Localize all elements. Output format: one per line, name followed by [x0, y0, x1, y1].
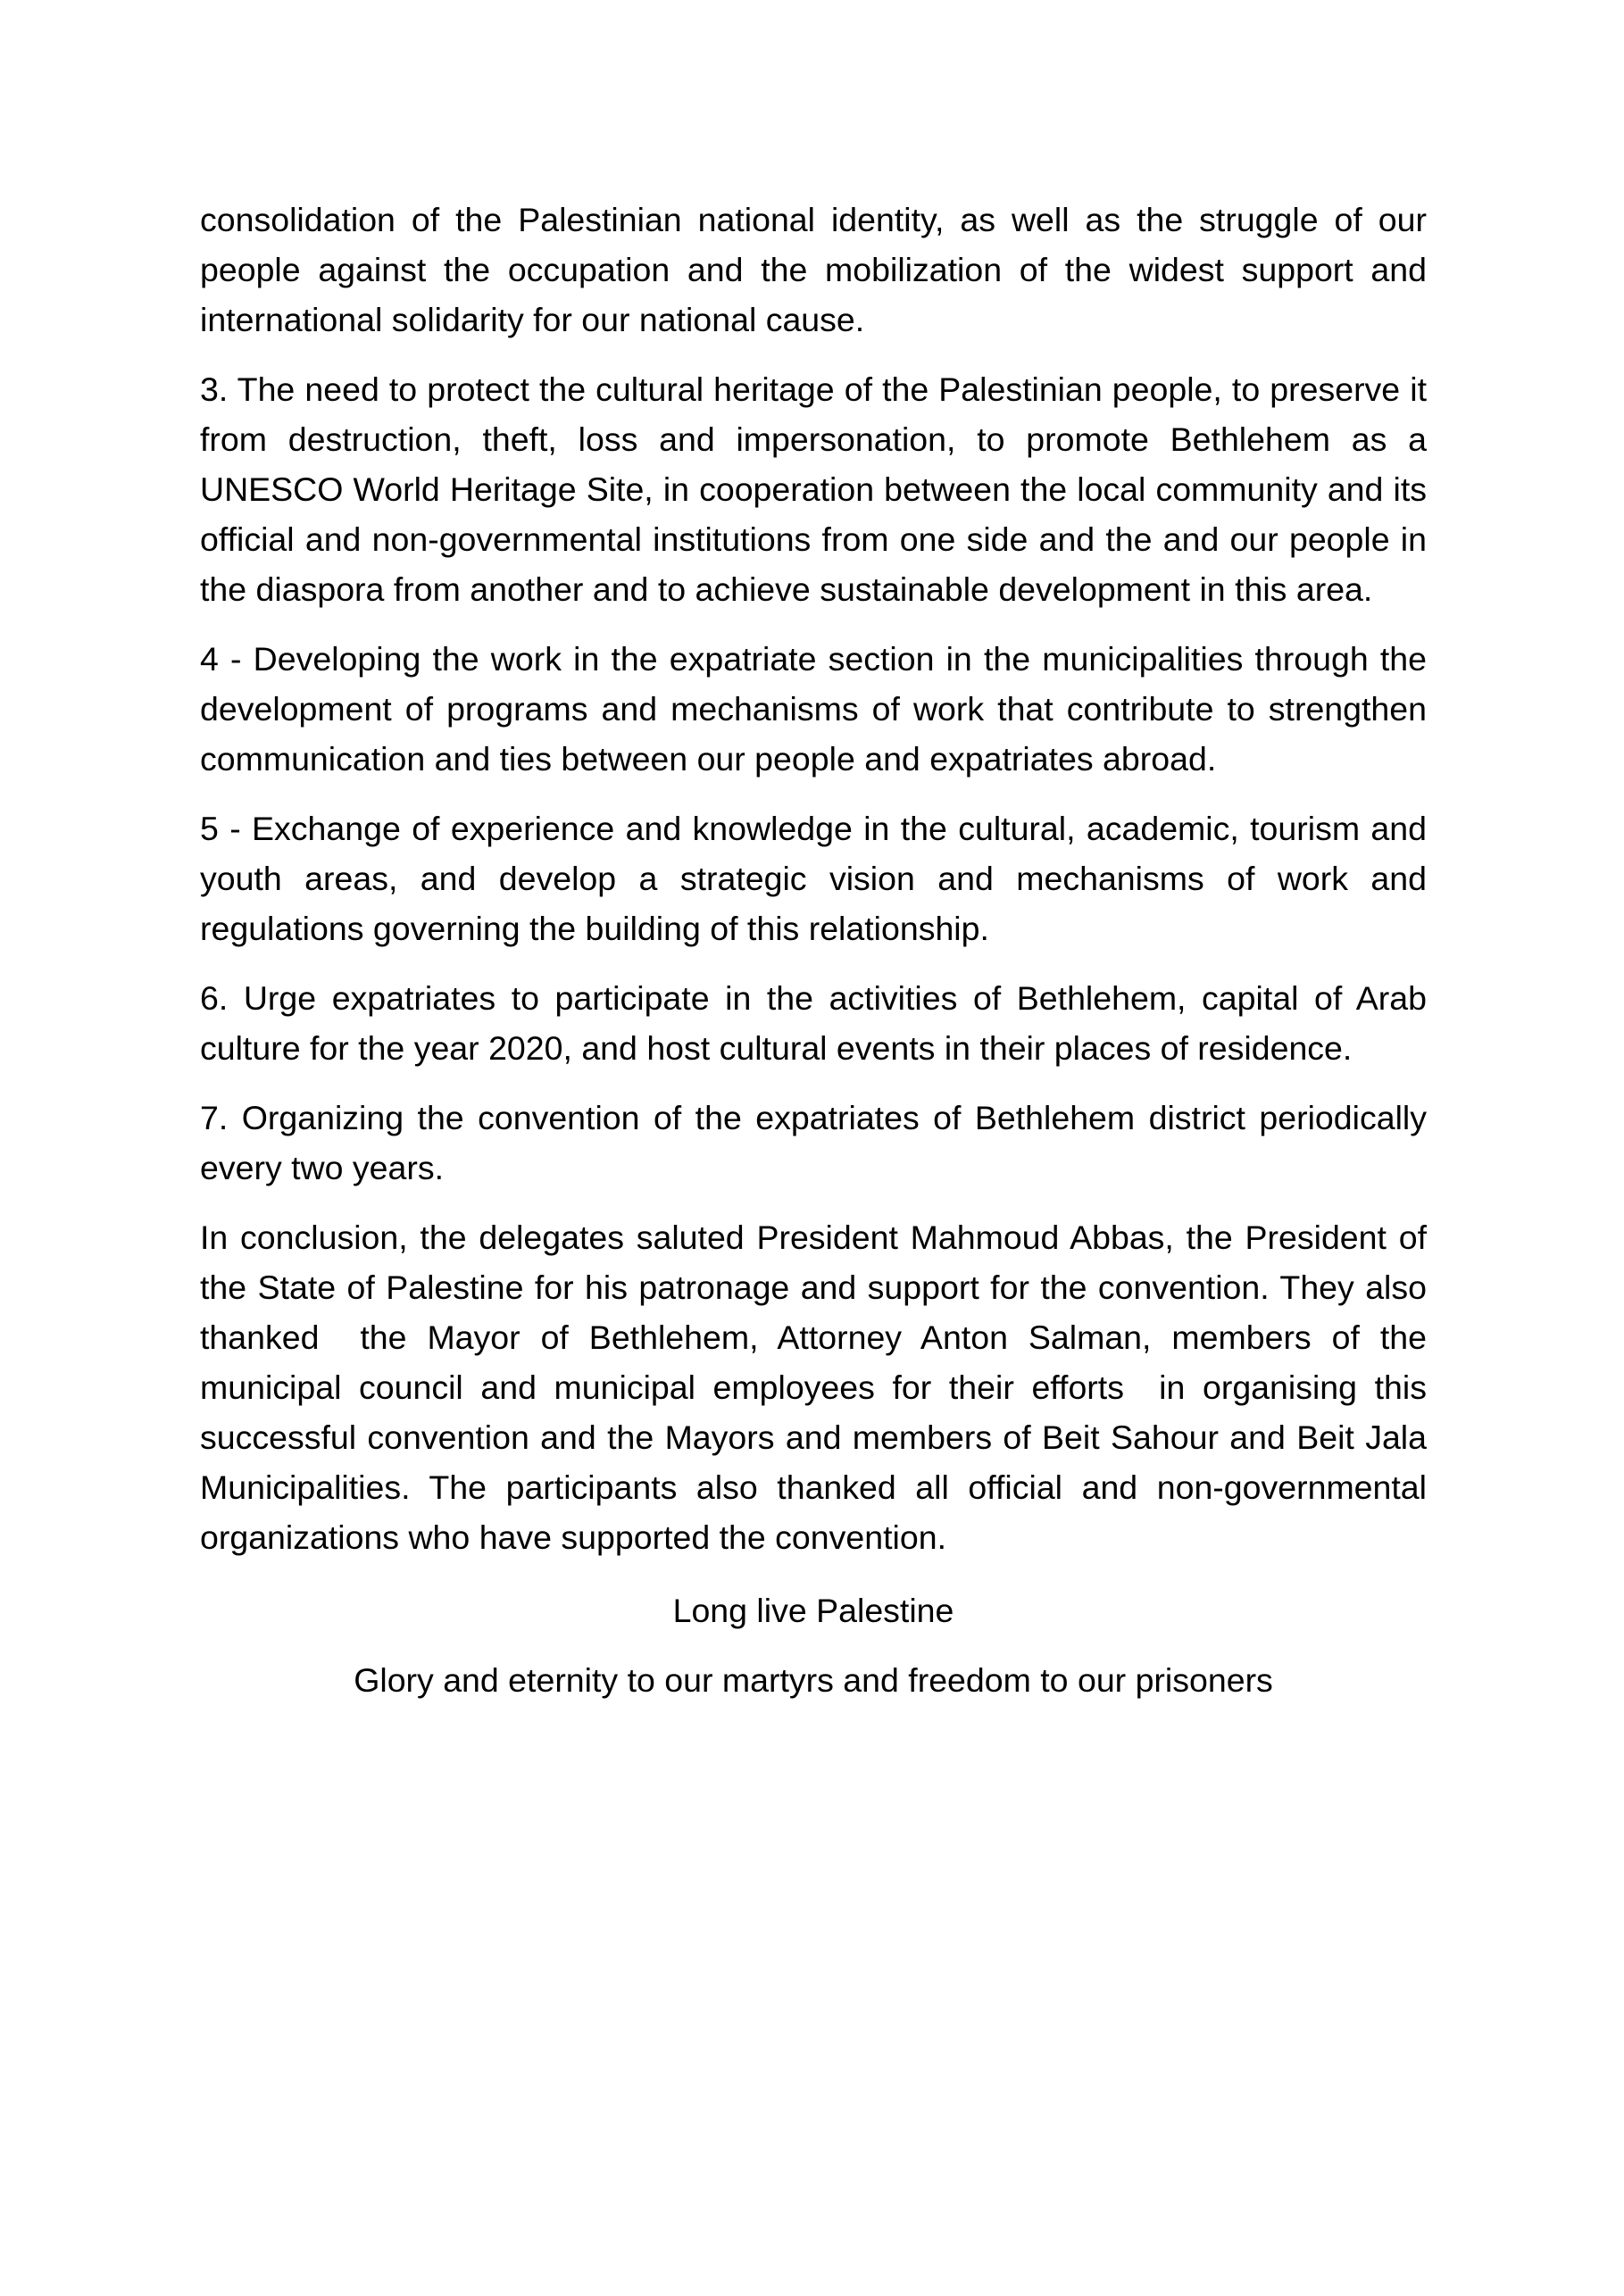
paragraph-item-4: 4 - Developing the work in the expatriate section in the municipalities through the development of programs and mechanisms of work that contribute to strengthen communication and ties between our people and expatriates abroad. — [200, 640, 1437, 778]
paragraph-item-7: 7. Organizing the convention of the expatriates of Bethlehem district periodically every two years. — [200, 1099, 1437, 1186]
closing-block — [200, 1585, 1427, 1705]
paragraph-item-5: 5 - Exchange of experience and knowledge in the cultural, academic, tourism and youth areas, and develop a strategic vision and mechanisms of work and regulations governing the building of this relationship. — [200, 810, 1437, 947]
closing-line-glory-and-eternity: Glory and eternity to our martyrs and freedom to our prisoners — [354, 1661, 1273, 1699]
paragraph-continuation: consolidation of the Palestinian national identity, as well as the struggle of our people against the occupation and the mobilization of the widest support and international solidarity for our national cause. — [200, 201, 1437, 338]
document-body — [200, 195, 1437, 1705]
paragraph-item-6: 6. Urge expatriates to participate in the activities of Bethlehem, capital of Arab culture for the year 2020, and host cultural events in their places of residence. — [200, 979, 1437, 1067]
closing-line-long-live-palestine: Long live Palestine — [672, 1592, 954, 1629]
paragraph-conclusion: In conclusion, the delegates saluted President Mahmoud Abbas, the President of the State of Palestine for his patronage and support for the convention. They also thanked the Mayor of Bethlehem, Attorney Anton Salman, members of the municipal council and municipal employees for their efforts in organising this successful convention and the Mayors and members of Beit Sahour and Beit Jala Municipalities. The participants also thanked all official and non-governmental organizations who have supported the convention. — [200, 1219, 1437, 1556]
paragraph-item-3: 3. The need to protect the cultural heritage of the Palestinian people, to preserve it from destruction, theft, loss and impersonation, to promote Bethlehem as a UNESCO World Heritage Site, in cooperation between the local community and its official and non-governmental institutions from one side and the and our people in the diaspora from another and to achieve sustainable development in this area. — [200, 370, 1437, 608]
